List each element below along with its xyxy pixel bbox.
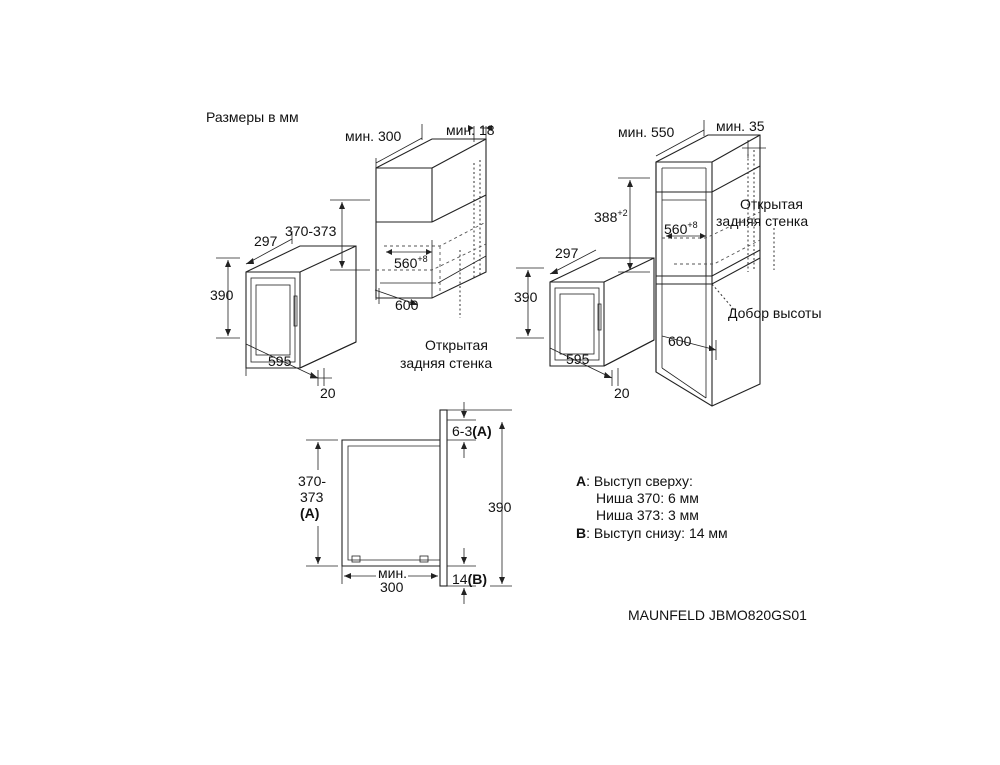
left-niche-height-label: 370-373 bbox=[285, 223, 337, 239]
section-depth-line2: 300 bbox=[380, 579, 404, 595]
right-frame-depth-label: 20 bbox=[614, 385, 630, 401]
left-oven-depth-label: 297 bbox=[254, 233, 278, 249]
left-oven-height-label: 390 bbox=[210, 287, 234, 303]
left-oven-width-label: 595 bbox=[268, 353, 292, 369]
section-niche-line2: 373 bbox=[300, 489, 324, 505]
section-total-height-label: 390 bbox=[488, 499, 512, 515]
right-wall-min-label: мин. 35 bbox=[716, 118, 765, 134]
right-niche-width-label: $560^{+8}$ bbox=[664, 220, 698, 237]
left-niche-depth-label: мин. 300 bbox=[345, 128, 402, 144]
section-niche-line1: 370- bbox=[298, 473, 327, 489]
right-column-drawing bbox=[618, 120, 774, 406]
legend-b-line: B: Выступ снизу: 14 мм bbox=[576, 525, 728, 541]
right-niche-full-width-label: 600 bbox=[668, 333, 692, 349]
left-niche-drawing bbox=[330, 124, 492, 318]
section-bottom-gap-label: 14(B) bbox=[452, 571, 488, 587]
legend-a-line3: Ниша 373: 3 мм bbox=[596, 507, 699, 523]
right-open-back-line2: задняя стенка bbox=[716, 213, 809, 229]
units-label: Размеры в мм bbox=[206, 109, 299, 125]
left-wall-min-label: мин. 18 bbox=[446, 122, 495, 138]
left-niche-full-width-label: 600 bbox=[395, 297, 419, 313]
right-oven-depth-label: 297 bbox=[555, 245, 579, 261]
left-frame-depth-label: 20 bbox=[320, 385, 336, 401]
left-open-back-line1: Открытая bbox=[425, 337, 488, 353]
legend-a-line1: A: Выступ сверху: bbox=[576, 473, 693, 489]
right-cabinet-depth-label: мин. 550 bbox=[618, 124, 675, 140]
left-open-back-line2: задняя стенка bbox=[400, 355, 493, 371]
right-oven-width-label: 595 bbox=[566, 351, 590, 367]
right-oven-height-label: 390 bbox=[514, 289, 538, 305]
legend-a-line2: Ниша 370: 6 мм bbox=[596, 490, 699, 506]
section-depth-line1: мин. bbox=[378, 565, 408, 581]
section-top-gap-label: 6-3(A) bbox=[452, 423, 492, 439]
left-niche-width-label: $560^{+8}$ bbox=[394, 254, 428, 271]
right-open-back-line1: Открытая bbox=[740, 196, 803, 212]
right-niche-height-label: $388^{+2}$ bbox=[594, 208, 628, 225]
model-label: MAUNFELD JBMO820GS01 bbox=[628, 607, 807, 623]
section-niche-key: (A) bbox=[300, 505, 320, 521]
right-height-filler-label: Добор высоты bbox=[728, 305, 822, 321]
